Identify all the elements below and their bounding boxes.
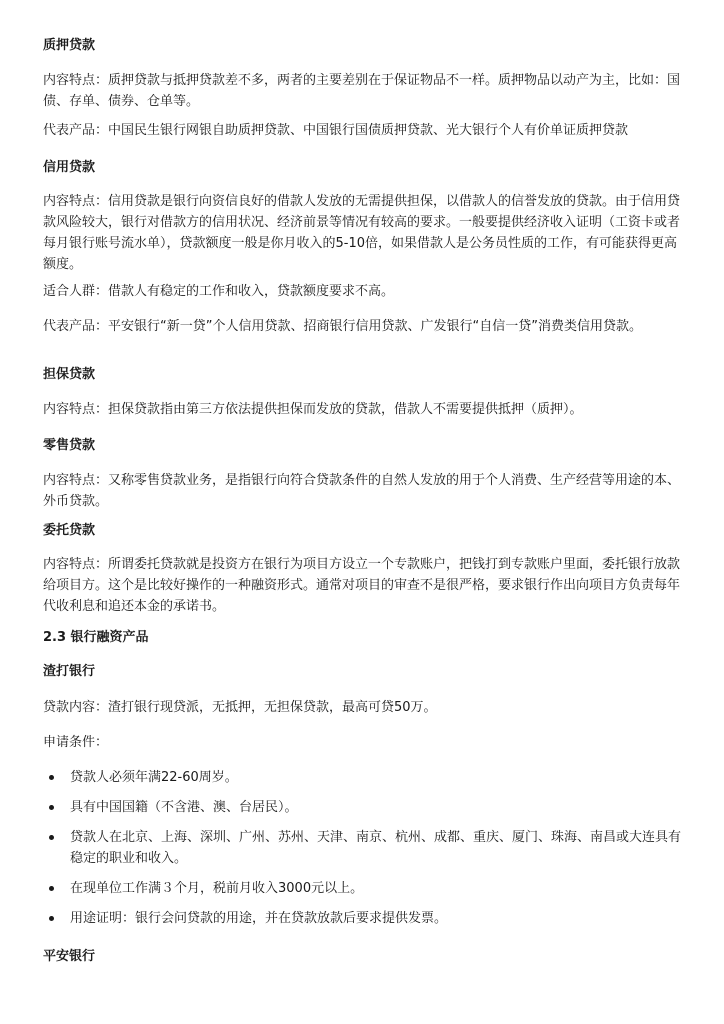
standard-chartered-loan-content: 贷款内容：渣打银行现贷派，无抵押，无担保贷款，最高可贷50万。 (43, 700, 437, 715)
guarantee-loan-features: 内容特点：担保贷款指由第三方依法提供担保而发放的贷款，借款人不需要提供抵押（质押）。 (43, 402, 583, 417)
list-item: 具有中国国籍（不含港、澳、台居民）。 (43, 797, 685, 818)
credit-loan-heading: 信用贷款 (43, 160, 96, 175)
application-conditions-label: 申请条件： (43, 735, 109, 750)
list-item: 贷款人必须年满22-60周岁。 (43, 767, 685, 788)
retail-loan-features: 内容特点：又称零售贷款业务，是指银行向符合贷款条件的自然人发放的用于个人消费、生产经营等用途的本、外币贷款。 (43, 473, 681, 509)
entrusted-loan-heading: 委托贷款 (43, 523, 96, 538)
credit-loan-products: 代表产品：平安银行“新一贷”个人信用贷款、招商银行信用贷款、广发银行“自信一贷”消费类信用贷款。 (43, 319, 642, 334)
pledge-loan-heading: 质押贷款 (43, 38, 96, 53)
credit-loan-audience: 适合人群：借款人有稳定的工作和收入，贷款额度要求不高。 (43, 284, 395, 299)
pledge-loan-features: 内容特点：质押贷款与抵押贷款差不多，两者的主要差别在于保证物品不一样。质押物品以动产为主，比如：国债、存单、债券、仓单等。 (43, 73, 681, 109)
list-item: 在现单位工作满３个月，税前月收入3000元以上。 (43, 878, 685, 899)
entrusted-loan-features: 内容特点：所谓委托贷款就是投资方在银行为项目方设立一个专款账户，把钱打到专款账户里面，委托银行放款给项目方。这个是比较好操作的一种融资形式。通常对项目的审查不是很严格，要求银行作出向项目方负责每年代收利息和追还本金的承诺书。 (43, 557, 681, 614)
ping-an-heading: 平安银行 (43, 949, 96, 964)
list-item: 用途证明：银行会问贷款的用途，并在贷款放款后要求提供发票。 (43, 908, 685, 929)
section-title: 2.3 银行融资产品 (43, 630, 149, 645)
credit-loan-features: 内容特点：信用贷款是银行向资信良好的借款人发放的无需提供担保，以借款人的信誉发放的贷款。由于信用贷款风险较大，银行对借款方的信用状况、经济前景等情况有较高的要求。一般要提供经济收入证明（工资卡或者每月银行账号流水单），贷款额度一般是你月收入的5-10倍，如果借款人是公务员性质的工作，有可能获得更高额度。 (43, 194, 681, 272)
pledge-loan-products: 代表产品：中国民生银行网银自助质押贷款、中国银行国债质押贷款、光大银行个人有价单证质押贷款 (43, 123, 629, 138)
retail-loan-heading: 零售贷款 (43, 438, 96, 453)
guarantee-loan-heading: 担保贷款 (43, 367, 96, 382)
application-conditions-list (43, 767, 685, 938)
list-item: 贷款人在北京、上海、深圳、广州、苏州、天津、南京、杭州、成都、重庆、厦门、珠海、南昌或大连具有稳定的职业和收入。 (43, 827, 685, 869)
standard-chartered-heading: 渣打银行 (43, 664, 96, 679)
